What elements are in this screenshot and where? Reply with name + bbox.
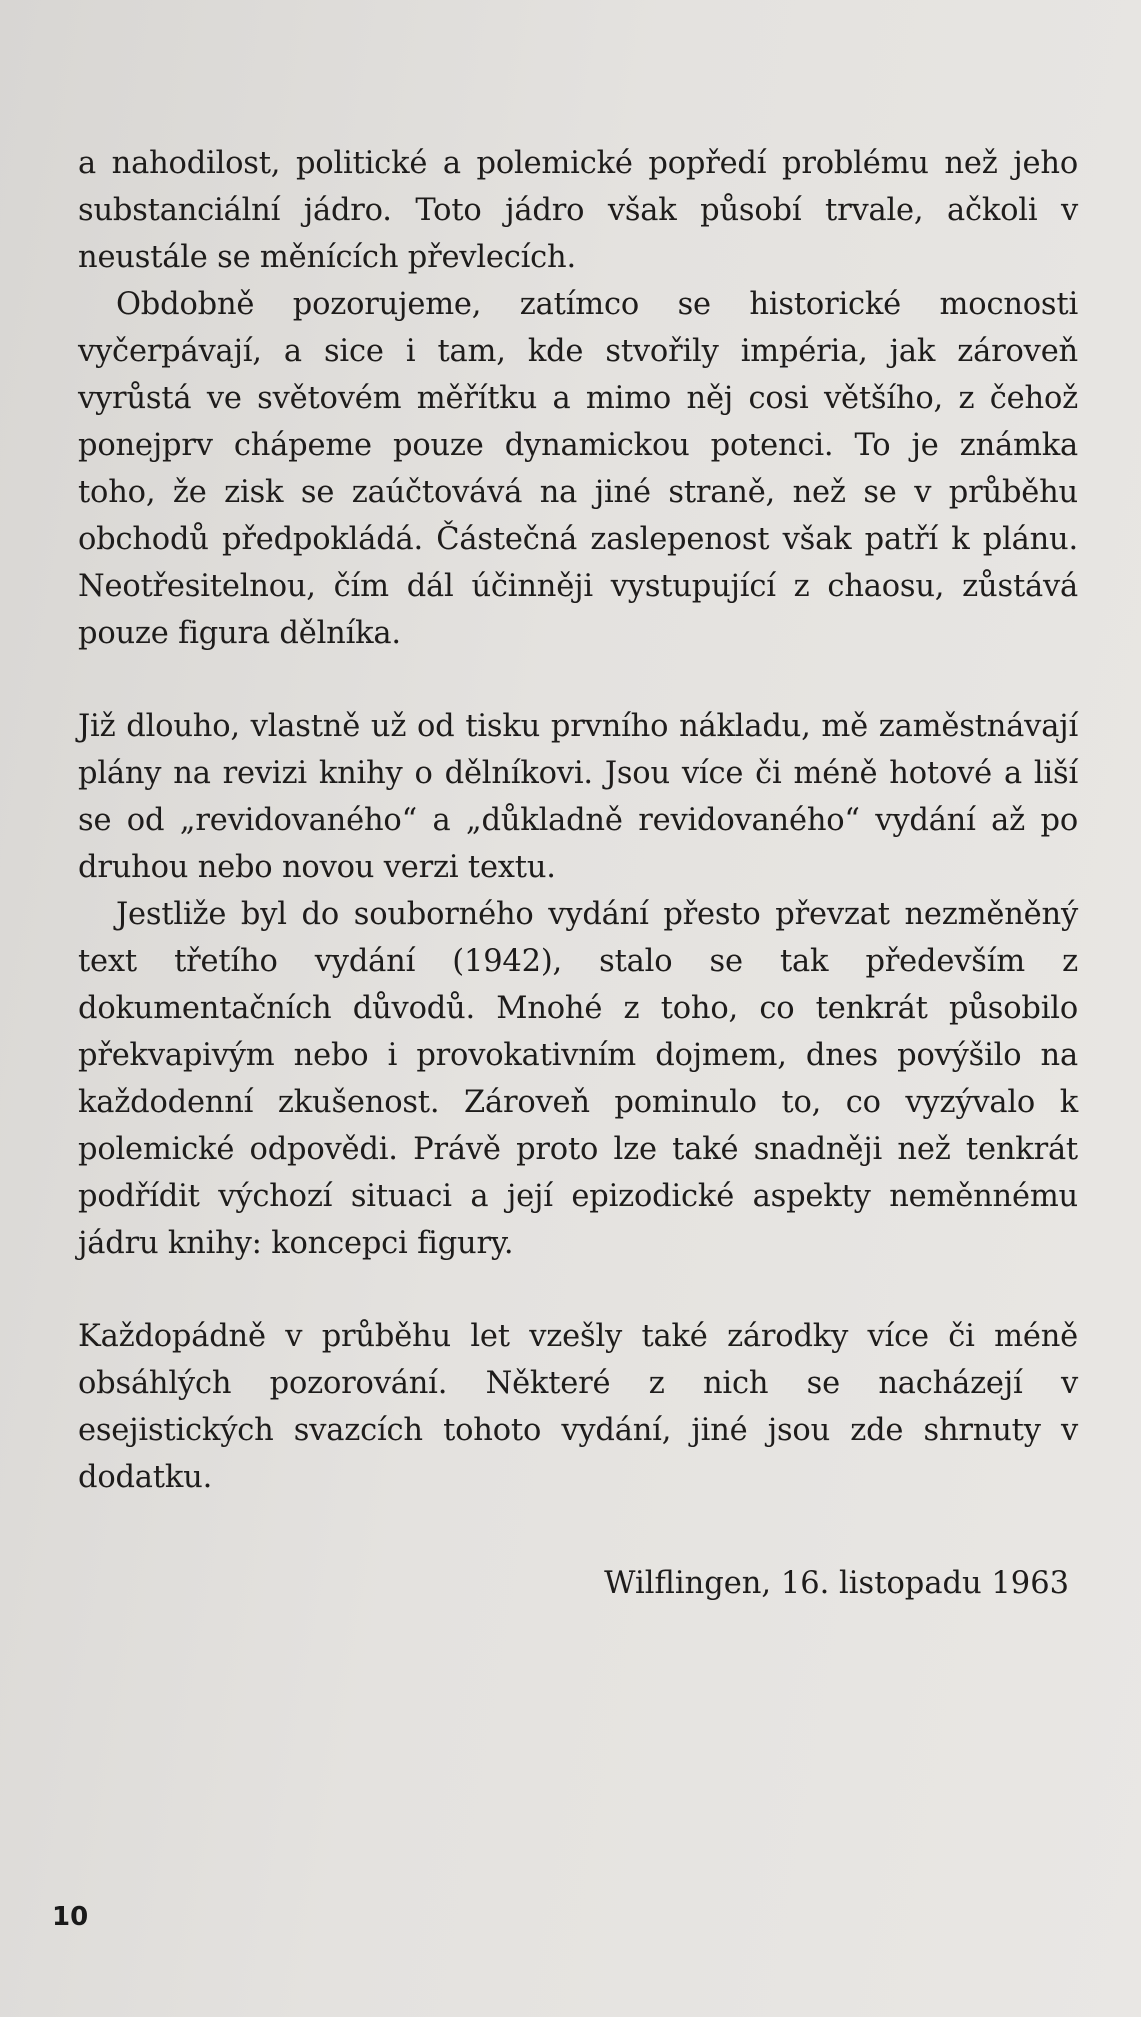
- paragraph-collected-edition: Jestliže byl do souborného vydání přesto převzat nezměněný text třetího vydání (1942), stalo se tak především z dokumentačních důvodů. Mnohé z toho, co tenkrát působilo překvapivým nebo i provokativním dojmem, dnes povýšilo na každodenní zkušenost. Zároveň pominulo to, co vyzývalo k polemické odpovědi. Právě proto lze také snadněji než tenkrát podřídit výchozí situaci a její epizodické aspekty neměnnému jádru knihy: koncepci figury.: [78, 897, 1078, 1261]
- paragraph-continuation: a nahodilost, politické a polemické popředí problému než jeho substanciální jádro. Toto jádro však působí trvale, ačkoli v neustále se měnících převlecích.: [78, 146, 1078, 275]
- place-date-signature: Wilflingen, 16. listopadu 1963: [604, 1566, 1069, 1601]
- body-text: [78, 140, 1078, 1501]
- paragraph-historical-powers: Obdobně pozorujeme, zatímco se historické mocnosti vyčerpávají, a sice i tam, kde stvořily impéria, jak zároveň vyrůstá ve světovém měřítku a mimo něj cosi většího, z čehož ponejprv chápeme pouze dynamickou potenci. To je známka toho, že zisk se zaúčtovává na jiné straně, než se v průběhu obchodů předpokládá. Částečná zaslepenost však patří k plánu. Neotřesitelnou, čím dál účinněji vystupující z chaosu, zůstává pouze figura dělníka.: [78, 287, 1078, 651]
- paragraph-observations: Každopádně v průběhu let vzešly také zárodky více či méně obsáhlých pozorování. Některé z nich se nacházejí v esejistických svazcích tohoto vydání, jiné jsou zde shrnuty v dodatku.: [78, 1319, 1078, 1495]
- page-number: 10: [52, 1902, 89, 1932]
- paragraph-revision-plans: Již dlouho, vlastně už od tisku prvního nákladu, mě zaměstnávají plány na revizi knihy o dělníkovi. Jsou více či méně hotové a liší se od „revidovaného“ a „důkladně revidovaného“ vydání až po druhou nebo novou verzi textu.: [78, 709, 1078, 885]
